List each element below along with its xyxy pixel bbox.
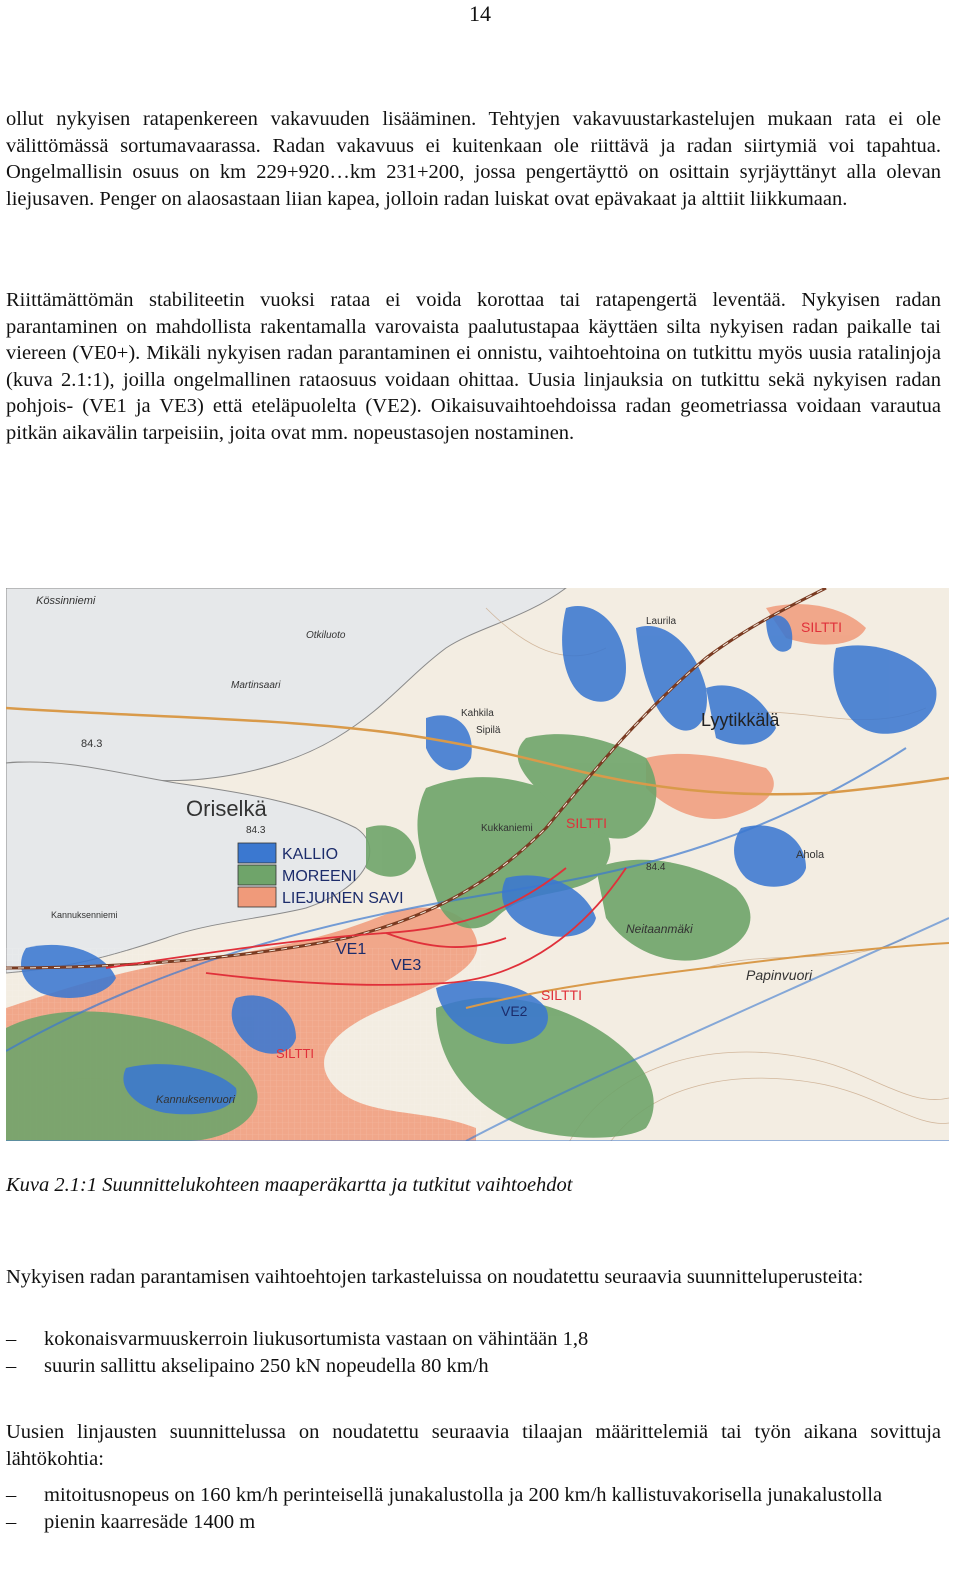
place-label: Ahola bbox=[796, 849, 825, 861]
list-item-text: kokonaisvarmuuskerroin liukusortumista vastaan on vähintään 1,8 bbox=[44, 1328, 589, 1350]
legend-kallio-swatch bbox=[238, 843, 276, 863]
list-marker: – bbox=[6, 1511, 17, 1533]
figure-caption: Kuva 2.1:1 Suunnittelukohteen maaperäkartta ja tutkitut vaihtoehdot bbox=[6, 1174, 573, 1196]
place-label: Neitaanmäki bbox=[626, 922, 693, 936]
list-item bbox=[6, 1353, 941, 1380]
place-label: Kannuksenniemi bbox=[51, 910, 118, 920]
lake-label: Oriselkä bbox=[186, 796, 267, 821]
body-paragraph-2: Riittämättömän stabiliteetin vuoksi rataa ei voida korottaa tai ratapengertä leventää. Nykyisen radan parantaminen on mahdollista rakentamalla varovaista paalutustapaa käyttäen silta nykyisen radan paikalle tai viereen (VE0+). Mikäli nykyisen radan parantaminen ei onnistu, vaihtoehtoina on tutkittu myös uusia ratalinjoja (kuva 2.1:1), joilla ongelmallinen rataosuus voidaan ohittaa. Uusia linjauksia on tutkittu sekä nykyisen radan pohjois- (VE1 ja VE3) että eteläpuolelta (VE2). Oikaisuvaihtoehdoissa radan geometriassa voidaan varautua pitkän aikavälin tarpeisiin, joita ovat mm. nopeustasojen nostaminen. bbox=[6, 289, 941, 444]
criteria-list-1 bbox=[6, 1326, 941, 1380]
place-label: Kössinniemi bbox=[36, 595, 96, 607]
place-label: Martinsaari bbox=[231, 680, 281, 691]
place-label: Kannuksenvuori bbox=[156, 1094, 235, 1106]
elevation-label-3: 84.4 bbox=[646, 862, 666, 873]
place-label: Kahkila bbox=[461, 708, 494, 719]
label-ve2: VE2 bbox=[501, 1003, 528, 1019]
body-paragraph-3: Nykyisen radan parantamisen vaihtoehtojen tarkasteluissa on noudatettu seuraavia suunnitteluperusteita: bbox=[6, 1266, 864, 1288]
list-item-text: suurin sallittu akselipaino 250 kN nopeudella 80 km/h bbox=[44, 1355, 489, 1377]
legend-savi-swatch bbox=[238, 887, 276, 907]
page-number: 14 bbox=[469, 1, 491, 26]
label-silti-mid: SILTTI bbox=[566, 815, 607, 831]
list-item bbox=[6, 1509, 941, 1536]
criteria-list-2 bbox=[6, 1482, 941, 1536]
elevation-label-2: 84.3 bbox=[246, 825, 266, 836]
list-item bbox=[6, 1482, 941, 1509]
list-marker: – bbox=[6, 1355, 17, 1377]
place-label: Laurila bbox=[646, 616, 677, 627]
town-label: Lyytikkälä bbox=[701, 710, 780, 730]
list-marker: – bbox=[6, 1484, 17, 1506]
list-item-text: pienin kaarresäde 1400 m bbox=[44, 1511, 256, 1533]
body-paragraph-1: ollut nykyisen ratapenkereen vakavuuden lisääminen. Tehtyjen vakavuustarkastelujen mukaan rata ei ole välittömässä sortumavaarassa. Radan vakavuus ei kuitenkaan ole riittävä ja radan siirtymiä voi tapahtua. Ongelmallisin osuus on km 229+920…km 231+200, jossa pengertäyttö on osittain syrjäyttänyt alla olevan liejusaven. Penger on alaosastaan liian kapea, jolloin radan luiskat ovat epävakaat ja alttiit liikkumaan. bbox=[6, 108, 941, 210]
label-silti-low: SILTTI bbox=[541, 987, 582, 1003]
label-ve3: VE3 bbox=[391, 957, 422, 974]
label-silti-bottom: SILTTI bbox=[276, 1046, 315, 1061]
elevation-label-1: 84.3 bbox=[81, 738, 103, 750]
legend-moreeni-swatch bbox=[238, 865, 276, 885]
list-item-text: mitoitusnopeus on 160 km/h perinteisellä junakalustolla ja 200 km/h kallistuvakorisella junakalustolla bbox=[44, 1484, 883, 1506]
legend-savi-label: LIEJUINEN SAVI bbox=[282, 890, 404, 907]
place-label: Kukkaniemi bbox=[481, 823, 533, 834]
legend-kallio-label: KALLIO bbox=[282, 846, 339, 863]
label-silti-top: SILTTI bbox=[801, 619, 842, 635]
place-label: Otkiluoto bbox=[306, 630, 346, 641]
label-ve1: VE1 bbox=[336, 941, 367, 958]
legend-moreeni-label: MOREENI bbox=[282, 868, 357, 885]
soil-map-figure bbox=[6, 588, 949, 1141]
list-item bbox=[6, 1326, 941, 1353]
body-paragraph-4: Uusien linjausten suunnittelussa on noudatettu seuraavia tilaajan määrittelemiä tai työn aikana sovittuja lähtökohtia: bbox=[6, 1421, 941, 1470]
place-label: Papinvuori bbox=[746, 967, 813, 983]
place-label: Sipilä bbox=[476, 725, 501, 736]
soil-map bbox=[6, 588, 949, 1141]
list-marker: – bbox=[6, 1328, 17, 1350]
